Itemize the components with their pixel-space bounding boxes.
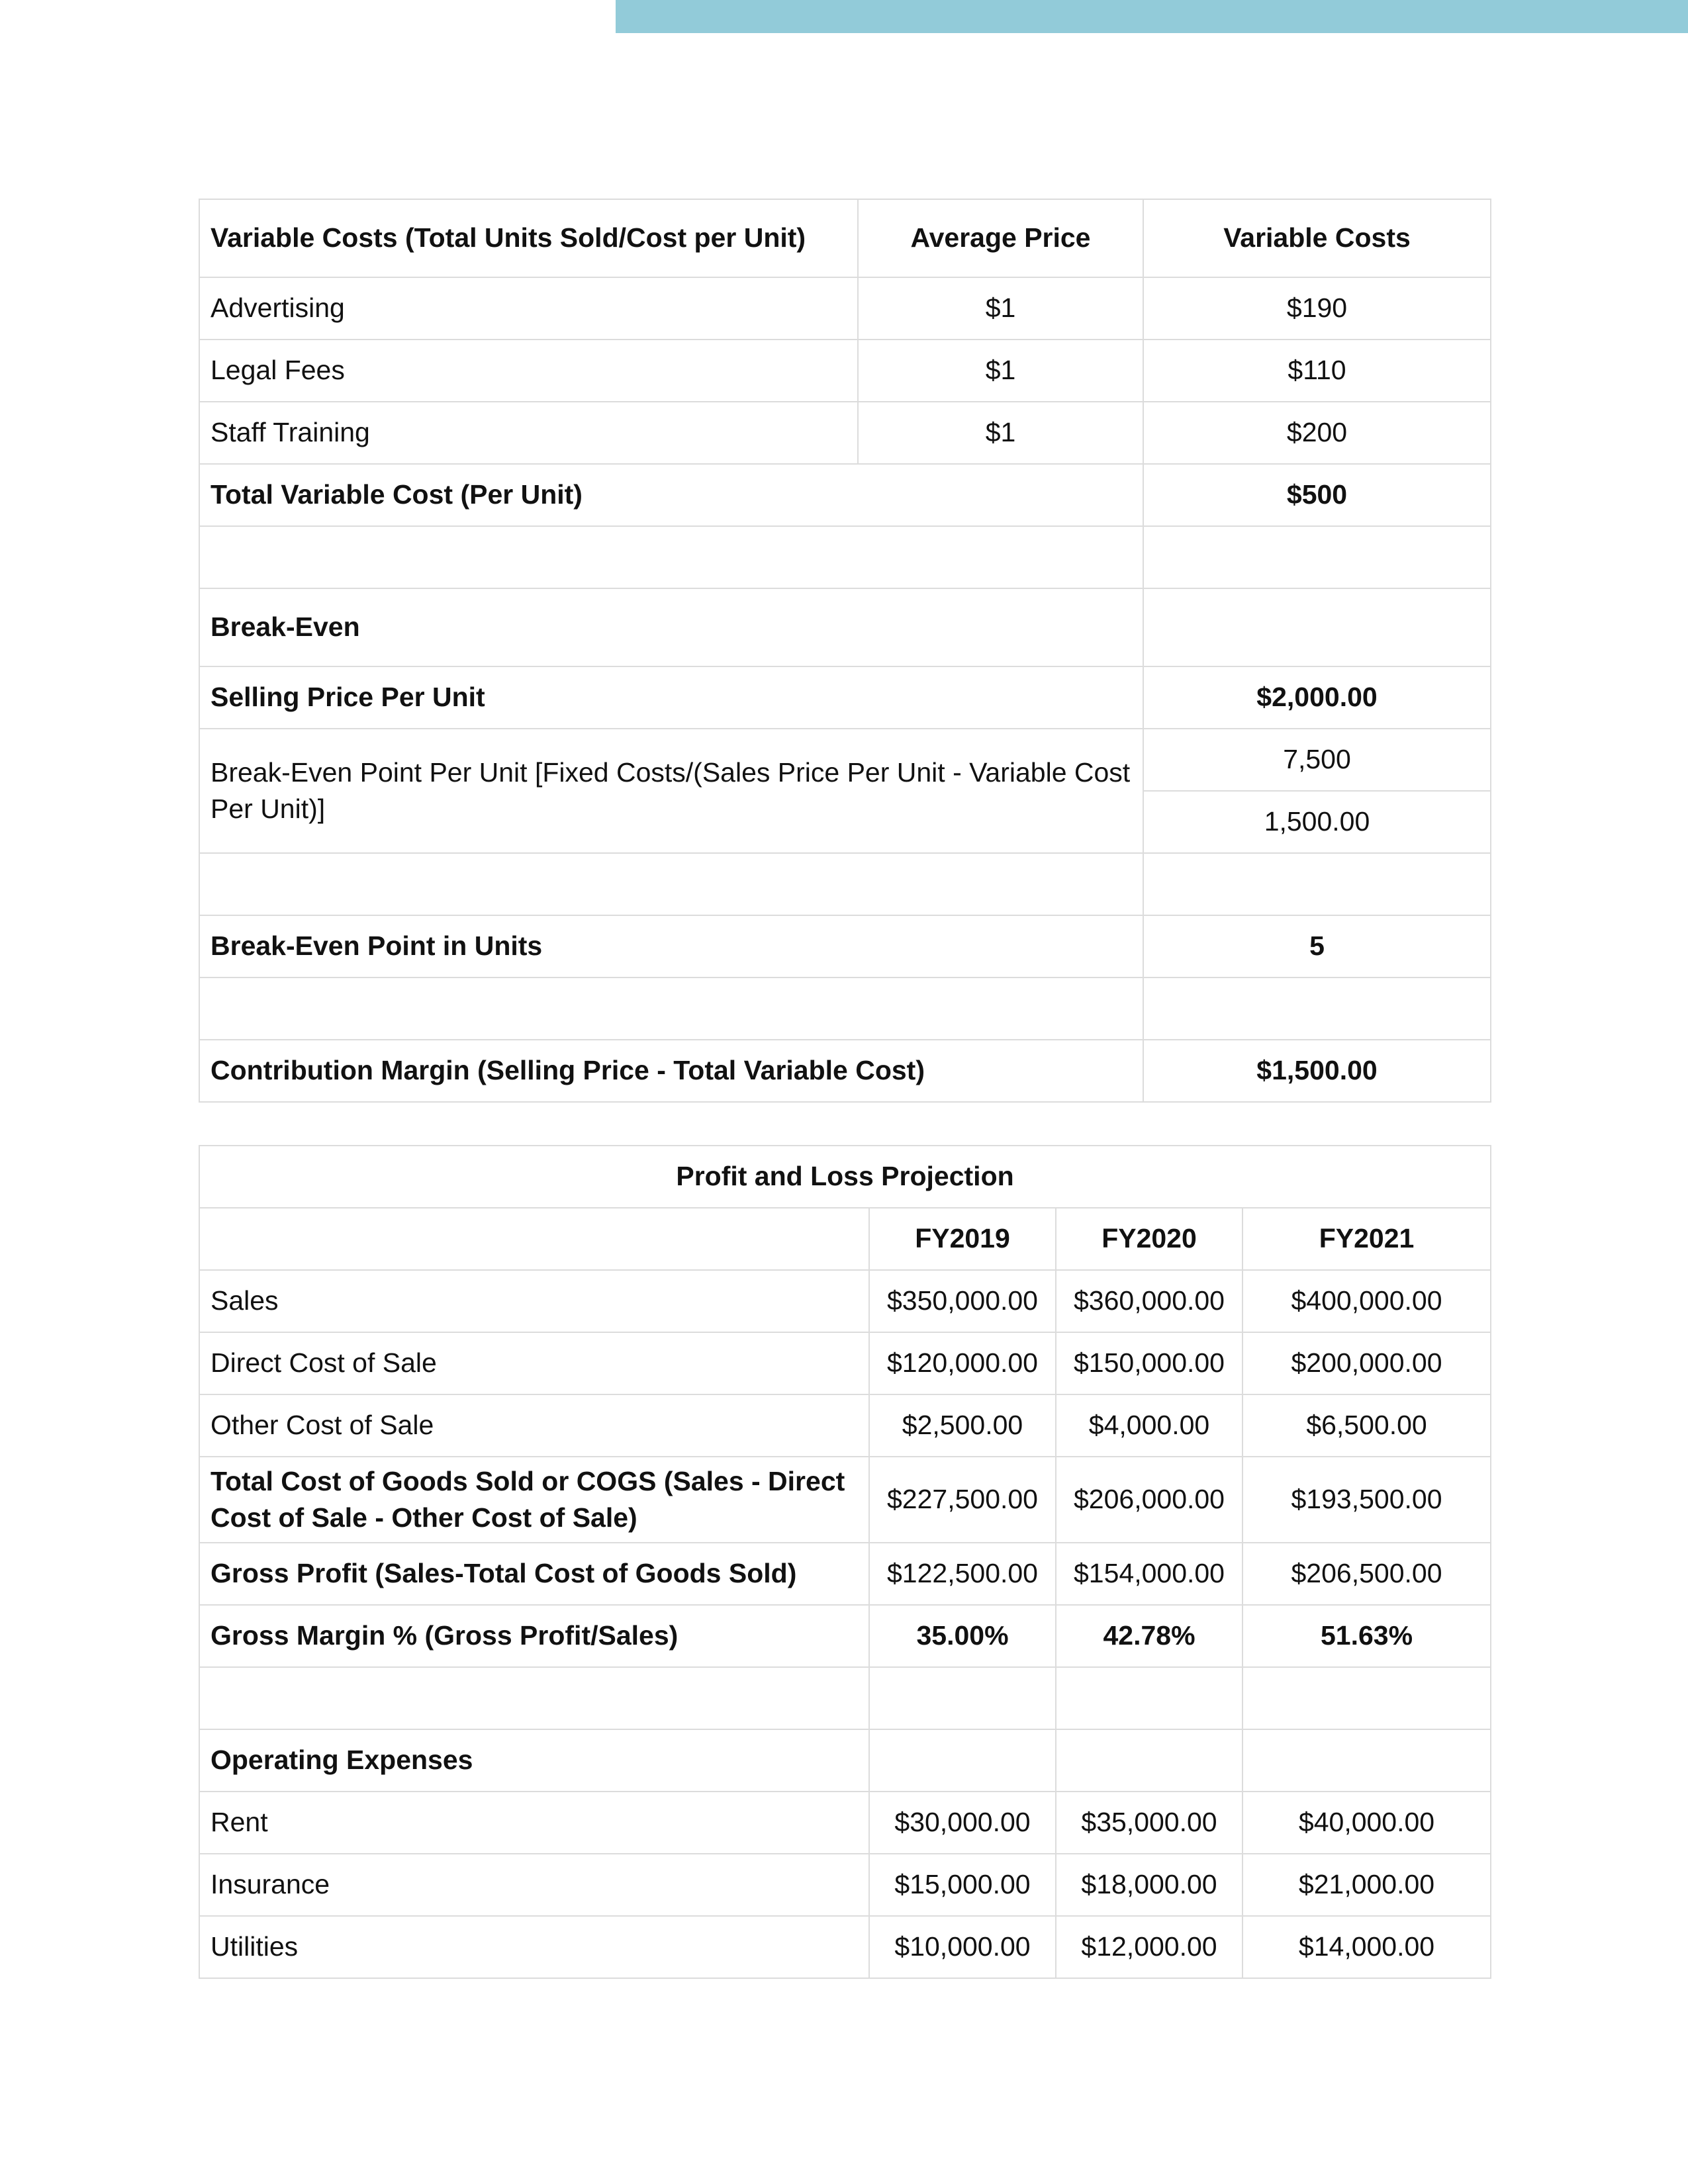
row-label: Rent — [199, 1792, 869, 1854]
operating-expenses-heading-row — [199, 1729, 1491, 1792]
value-cell: $30,000.00 — [869, 1792, 1056, 1854]
column-header: FY2019 — [869, 1208, 1056, 1270]
row-label: Gross Margin % (Gross Profit/Sales) — [199, 1605, 869, 1667]
value-cell: $18,000.00 — [1056, 1854, 1243, 1916]
table-header-row — [199, 199, 1491, 277]
total-variable-cost-row — [199, 464, 1491, 526]
average-price-cell: $1 — [858, 277, 1143, 340]
contribution-margin-value: $1,500.00 — [1143, 1040, 1491, 1102]
row-label: Other Cost of Sale — [199, 1394, 869, 1457]
column-header: FY2020 — [1056, 1208, 1243, 1270]
value-cell: $10,000.00 — [869, 1916, 1056, 1978]
row-label: Total Cost of Goods Sold or COGS (Sales - Direct Cost of Sale - Other Cost of Sale) — [199, 1457, 869, 1543]
profit-loss-table — [199, 1145, 1491, 1979]
table-row — [199, 1916, 1491, 1978]
row-label: Contribution Margin (Selling Price - Total Variable Cost) — [199, 1040, 1143, 1102]
spacer-row — [199, 526, 1491, 588]
variable-costs-table — [199, 199, 1491, 1103]
value-cell: $193,500.00 — [1243, 1457, 1491, 1543]
value-cell: $14,000.00 — [1243, 1916, 1491, 1978]
average-price-cell: $1 — [858, 402, 1143, 464]
row-label: Break-Even Point in Units — [199, 915, 1143, 978]
value-cell: $206,500.00 — [1243, 1543, 1491, 1605]
value-cell: $2,500.00 — [869, 1394, 1056, 1457]
table-row — [199, 1457, 1491, 1543]
table-row — [199, 1394, 1491, 1457]
spacer-row — [199, 978, 1491, 1040]
value-cell: 51.63% — [1243, 1605, 1491, 1667]
average-price-cell: $1 — [858, 340, 1143, 402]
value-cell: $200,000.00 — [1243, 1332, 1491, 1394]
table-row — [199, 1605, 1491, 1667]
table-row — [199, 277, 1491, 340]
value-cell: $350,000.00 — [869, 1270, 1056, 1332]
row-label: Selling Price Per Unit — [199, 666, 1143, 729]
value-cell: $6,500.00 — [1243, 1394, 1491, 1457]
value-cell: $15,000.00 — [869, 1854, 1056, 1916]
value-cell: $400,000.00 — [1243, 1270, 1491, 1332]
value-cell: $360,000.00 — [1056, 1270, 1243, 1332]
column-header: Variable Costs (Total Units Sold/Cost per Unit) — [199, 199, 858, 277]
column-header: Variable Costs — [1143, 199, 1491, 277]
selling-price-row — [199, 666, 1491, 729]
value-cell: $4,000.00 — [1056, 1394, 1243, 1457]
variable-cost-cell: $190 — [1143, 277, 1491, 340]
value-cell: $150,000.00 — [1056, 1332, 1243, 1394]
row-label: Utilities — [199, 1916, 869, 1978]
value-cell: $12,000.00 — [1056, 1916, 1243, 1978]
row-label: Gross Profit (Sales-Total Cost of Goods Sold) — [199, 1543, 869, 1605]
row-label: Insurance — [199, 1854, 869, 1916]
table-row — [199, 1543, 1491, 1605]
row-label: Staff Training — [199, 402, 858, 464]
table-row — [199, 1854, 1491, 1916]
break-even-per-unit-value: 7,500 — [1143, 729, 1491, 791]
value-cell: 35.00% — [869, 1605, 1056, 1667]
spacer-row — [199, 1667, 1491, 1729]
section-heading: Operating Expenses — [199, 1729, 869, 1792]
table-row — [199, 402, 1491, 464]
break-even-heading-row — [199, 588, 1491, 666]
variable-cost-cell: $110 — [1143, 340, 1491, 402]
column-header: FY2021 — [1243, 1208, 1491, 1270]
value-cell: 42.78% — [1056, 1605, 1243, 1667]
value-cell: $227,500.00 — [869, 1457, 1056, 1543]
break-even-units-value: 5 — [1143, 915, 1491, 978]
header-accent-bar — [616, 0, 1688, 33]
table-title: Profit and Loss Projection — [199, 1146, 1491, 1208]
row-label: Legal Fees — [199, 340, 858, 402]
value-cell: $40,000.00 — [1243, 1792, 1491, 1854]
table-row — [199, 340, 1491, 402]
table-row — [199, 1792, 1491, 1854]
value-cell: $35,000.00 — [1056, 1792, 1243, 1854]
table-header-row — [199, 1208, 1491, 1270]
value-cell: $21,000.00 — [1243, 1854, 1491, 1916]
contribution-margin-row — [199, 1040, 1491, 1102]
table-title-row — [199, 1146, 1491, 1208]
total-variable-cost-value: $500 — [1143, 464, 1491, 526]
section-heading: Break-Even — [199, 588, 1143, 666]
row-label: Total Variable Cost (Per Unit) — [199, 464, 1143, 526]
row-label: Advertising — [199, 277, 858, 340]
value-cell: $206,000.00 — [1056, 1457, 1243, 1543]
row-label: Direct Cost of Sale — [199, 1332, 869, 1394]
value-cell: $120,000.00 — [869, 1332, 1056, 1394]
table-row — [199, 1270, 1491, 1332]
break-even-per-unit-row — [199, 729, 1491, 791]
variable-cost-cell: $200 — [1143, 402, 1491, 464]
spacer-row — [199, 853, 1491, 915]
break-even-per-unit-value: 1,500.00 — [1143, 791, 1491, 853]
value-cell: $154,000.00 — [1056, 1543, 1243, 1605]
value-cell: $122,500.00 — [869, 1543, 1056, 1605]
row-label: Break-Even Point Per Unit [Fixed Costs/(Sales Price Per Unit - Variable Cost Per Unit)] — [199, 729, 1143, 853]
column-header: Average Price — [858, 199, 1143, 277]
row-label: Sales — [199, 1270, 869, 1332]
table-row — [199, 1332, 1491, 1394]
selling-price-value: $2,000.00 — [1143, 666, 1491, 729]
break-even-units-row — [199, 915, 1491, 978]
